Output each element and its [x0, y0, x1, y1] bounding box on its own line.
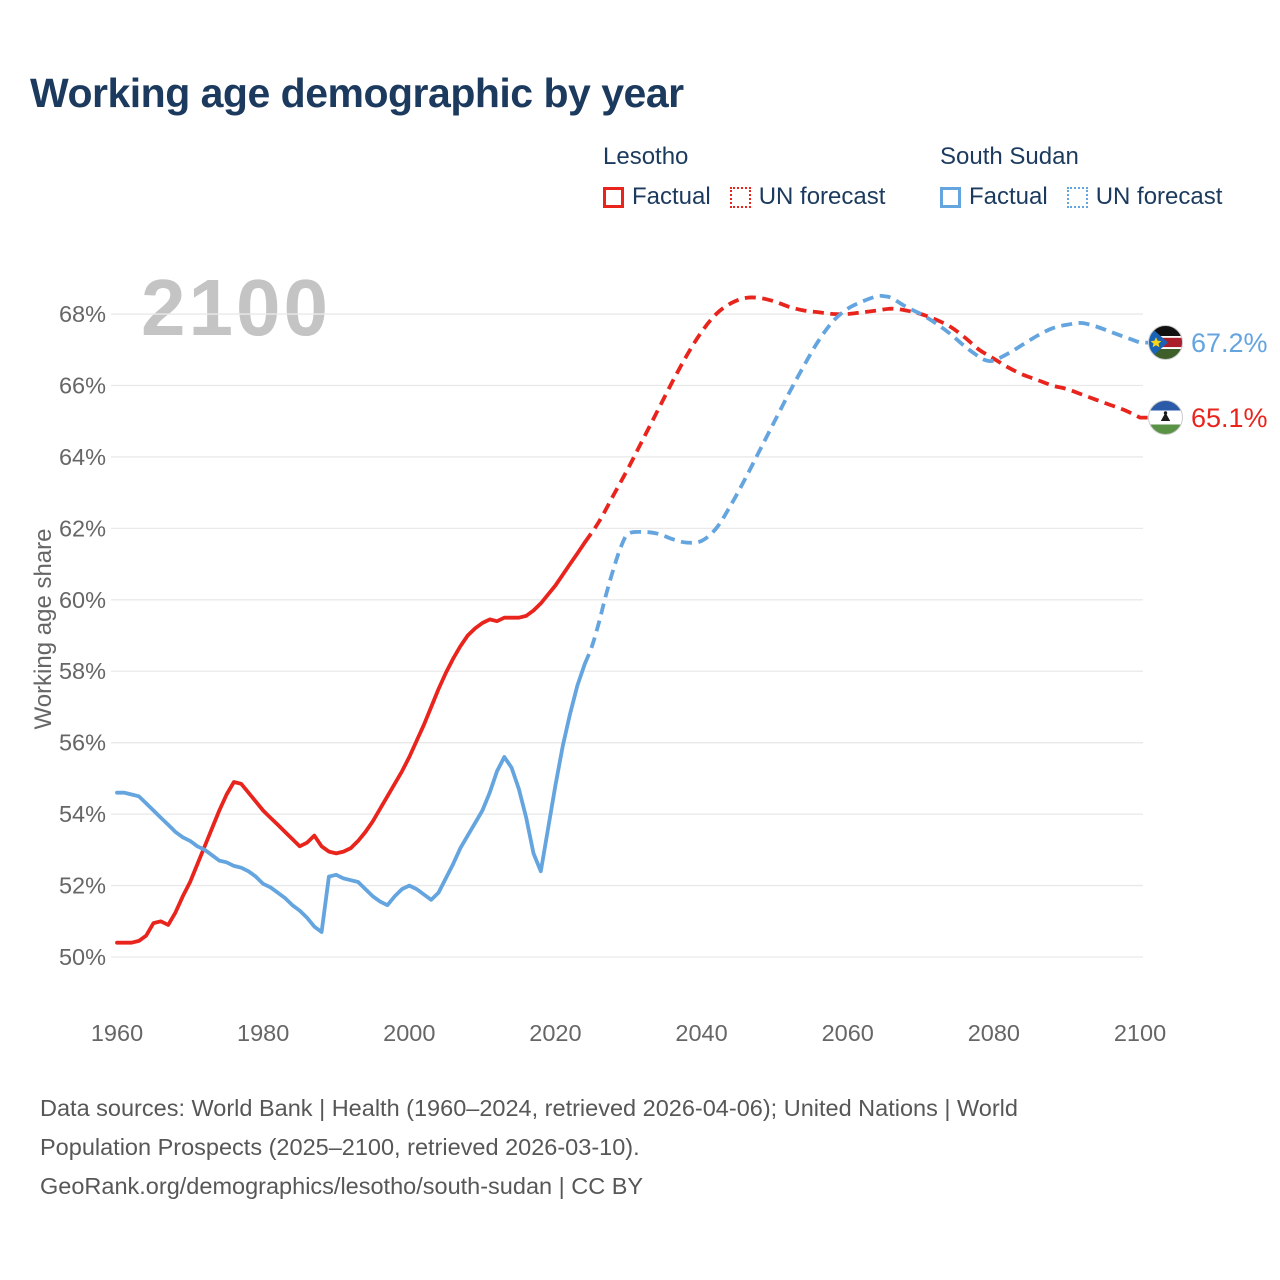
- chart-title: Working age demographic by year: [30, 70, 684, 116]
- lesotho-un-forecast-line: [585, 297, 1152, 542]
- south-sudan-un-forecast-line: [585, 296, 1152, 664]
- x-tick-1980: 1980: [237, 1020, 290, 1046]
- legend-country-south-sudan: South Sudan: [940, 143, 1079, 170]
- lesotho-flag-icon: [1147, 399, 1184, 436]
- y-tick-52: 52%: [58, 872, 106, 899]
- south-sudan-flag-icon: [1147, 324, 1184, 361]
- x-tick-2100: 2100: [1113, 1020, 1167, 1046]
- data-sources-footer: [40, 1089, 1018, 1206]
- x-tick-2040: 2040: [675, 1020, 728, 1046]
- south-sudan-end-value: 67.2%: [1191, 328, 1268, 358]
- footer-line: Population Prospects (2025–2100, retrieved 2026-03-10).: [40, 1134, 640, 1160]
- footer-line: Data sources: World Bank | Health (1960–2024, retrieved 2026-04-06); United Nations | World: [40, 1095, 1018, 1121]
- y-tick-54: 54%: [58, 801, 106, 828]
- year-watermark: 2100: [141, 263, 331, 352]
- x-tick-2000: 2000: [383, 1020, 436, 1046]
- legend-label: UN forecast: [758, 183, 886, 210]
- y-tick-56: 56%: [58, 729, 106, 756]
- y-tick-60: 60%: [58, 586, 106, 613]
- y-tick-58: 58%: [58, 658, 106, 685]
- x-tick-2020: 2020: [529, 1020, 582, 1046]
- legend-label: Factual: [632, 183, 711, 210]
- y-tick-66: 66%: [58, 372, 106, 399]
- lesotho-end-value: 65.1%: [1191, 403, 1268, 433]
- x-tick-2060: 2060: [821, 1020, 874, 1046]
- legend-country-lesotho: Lesotho: [603, 143, 689, 170]
- y-tick-62: 62%: [58, 515, 106, 542]
- footer-line: GeoRank.org/demographics/lesotho/south-sudan | CC BY: [40, 1173, 644, 1199]
- y-tick-64: 64%: [58, 443, 106, 470]
- y-tick-50: 50%: [58, 944, 106, 970]
- x-tick-2080: 2080: [967, 1020, 1020, 1046]
- legend-label: UN forecast: [1095, 183, 1223, 210]
- legend-label: Factual: [969, 183, 1048, 210]
- y-axis-title: Working age share: [30, 528, 57, 730]
- y-tick-68: 68%: [58, 301, 106, 328]
- x-tick-1960: 1960: [90, 1020, 144, 1046]
